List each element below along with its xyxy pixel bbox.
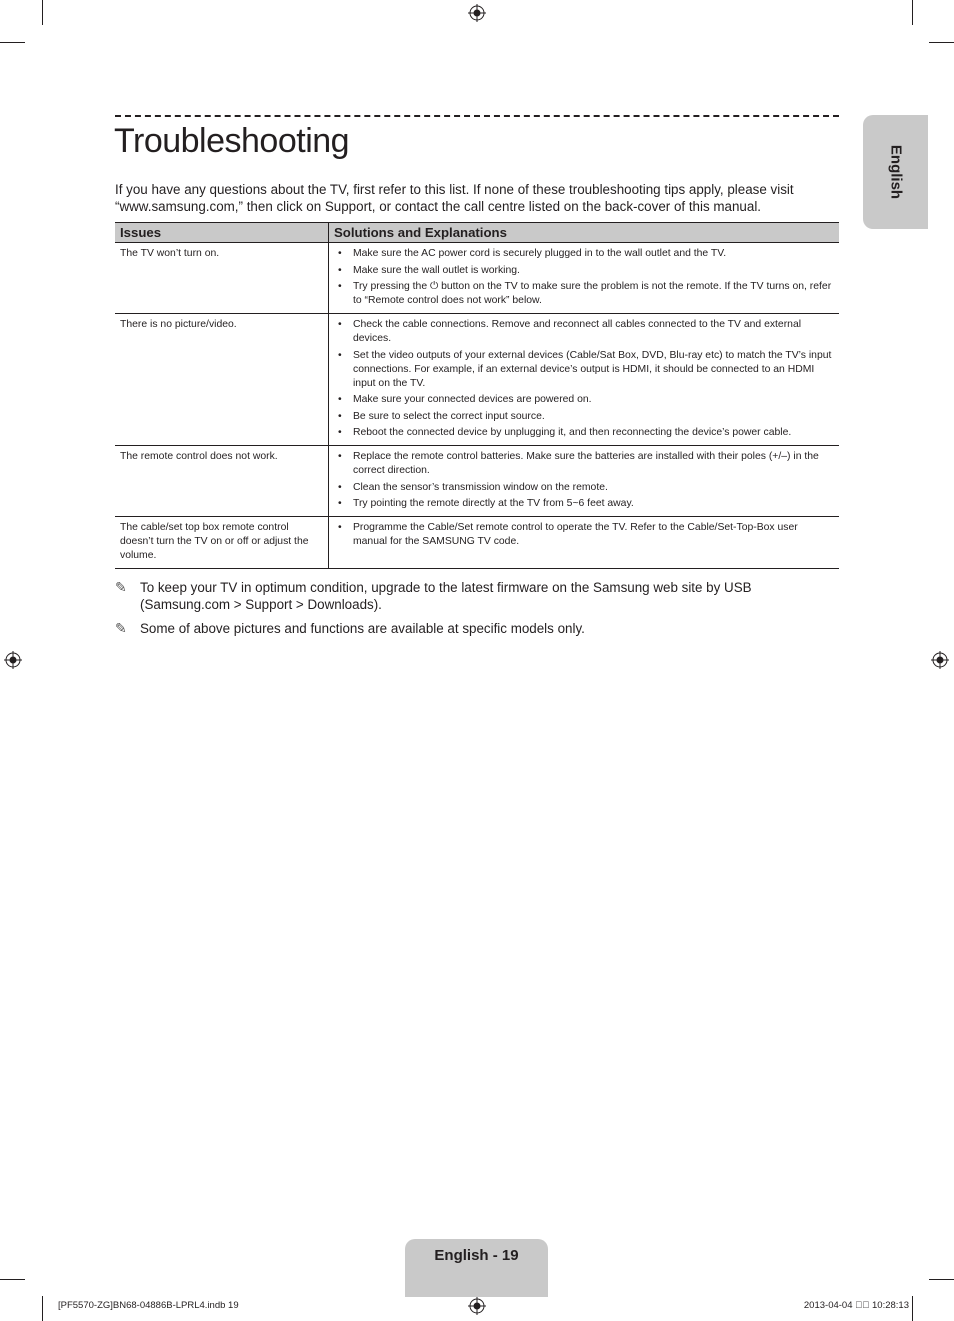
- solution-item: • Try pointing the remote directly at the TV from 5~6 feet away.: [334, 497, 834, 511]
- solutions-list: [334, 450, 834, 511]
- page-number-tab: [405, 1239, 548, 1297]
- solution-item: • Make sure the wall outlet is working.: [334, 264, 834, 278]
- registration-mark-icon: [4, 651, 22, 669]
- registration-mark-icon: [468, 4, 486, 22]
- solution-item: • Reboot the connected device by unplugging it, and then reconnecting the device’s power cable.: [334, 426, 834, 440]
- print-timestamp: 2013-04-04 ￿￿ 10:28:13: [803, 1300, 909, 1311]
- intro-paragraph: If you have any questions about the TV, first refer to this list. If none of these troubleshooting tips apply, please visit “www.samsung.com,” then click on Support, or contact the call centre listed on the back-cover of this manual.: [115, 182, 794, 214]
- solution-item: • Set the video outputs of your external devices (Cable/Sat Box, DVD, Blu-ray etc) to match the TV’s input connections. For example, if an external device’s output is HDMI, it should be connected to an HDMI input on the TV.: [334, 349, 834, 391]
- solution-item: • Programme the Cable/Set remote control to operate the TV. Refer to the Cable/Set-Top-Box user manual for the SAMSUNG TV code.: [334, 521, 834, 549]
- solution-item: • Check the cable connections. Remove and reconnect all cables connected to the TV and external devices.: [334, 318, 834, 346]
- crop-mark: [0, 1279, 25, 1280]
- registration-mark-icon: [931, 651, 949, 669]
- solutions-cell: [329, 517, 840, 569]
- solutions-list: [334, 521, 834, 549]
- issue-cell: The remote control does not work.: [115, 446, 329, 517]
- solution-item: • Clean the sensor’s transmission window on the remote.: [334, 481, 834, 495]
- solution-item: • Be sure to select the correct input source.: [334, 410, 834, 424]
- crop-mark: [912, 1296, 913, 1321]
- crop-mark: [42, 1296, 43, 1321]
- solution-item: • Try pressing the ⏻ button on the TV to make sure the problem is not the remote. If the TV turns on, refer to “Remote control does not work” below.: [334, 280, 834, 308]
- language-side-tab: [863, 115, 928, 229]
- issue-cell: The TV won’t turn on.: [115, 243, 329, 314]
- solutions-cell: [329, 243, 840, 314]
- table-row: [115, 446, 839, 517]
- issue-cell: There is no picture/video.: [115, 314, 329, 446]
- crop-mark: [0, 42, 25, 43]
- note-text: To keep your TV in optimum condition, upgrade to the latest firmware on the Samsung web site by USB (Samsung.com > Support > Downloads).: [140, 580, 752, 612]
- solutions-cell: [329, 314, 840, 446]
- note-item: [115, 620, 839, 637]
- language-side-tab-label: English: [887, 144, 904, 200]
- registration-mark-icon: [468, 1297, 486, 1315]
- page-title: Troubleshooting: [114, 122, 350, 160]
- troubleshooting-table: [115, 222, 839, 569]
- column-header-issues: Issues: [115, 223, 329, 243]
- solutions-cell: [329, 446, 840, 517]
- solutions-list: [334, 318, 834, 440]
- table-row: [115, 517, 839, 569]
- crop-mark: [912, 0, 913, 25]
- pencil-note-icon: ✎: [115, 579, 127, 595]
- solution-item: • Make sure the AC power cord is securely plugged in to the wall outlet and the TV.: [334, 247, 834, 261]
- note-item: [115, 579, 839, 613]
- crop-mark: [929, 42, 954, 43]
- table-header-row: [115, 223, 839, 243]
- pencil-note-icon: ✎: [115, 620, 127, 636]
- table-row: [115, 314, 839, 446]
- solution-item: • Replace the remote control batteries. Make sure the batteries are installed with their poles (+/–) in the correct direction.: [334, 450, 834, 478]
- page-number-label: English - 19: [434, 1247, 519, 1264]
- issue-cell: The cable/set top box remote control doesn’t turn the TV on or off or adjust the volume.: [115, 517, 329, 569]
- solutions-list: [334, 247, 834, 308]
- title-dashed-rule: [115, 115, 839, 117]
- solution-item: • Make sure your connected devices are powered on.: [334, 393, 834, 407]
- note-text: Some of above pictures and functions are available at specific models only.: [140, 621, 585, 636]
- file-slug: [PF5570-ZG]BN68-04886B-LPRL4.indb 19: [58, 1300, 239, 1311]
- crop-mark: [929, 1279, 954, 1280]
- column-header-solutions: Solutions and Explanations: [329, 223, 840, 243]
- crop-mark: [42, 0, 43, 25]
- notes-section: [115, 579, 839, 644]
- table-row: [115, 243, 839, 314]
